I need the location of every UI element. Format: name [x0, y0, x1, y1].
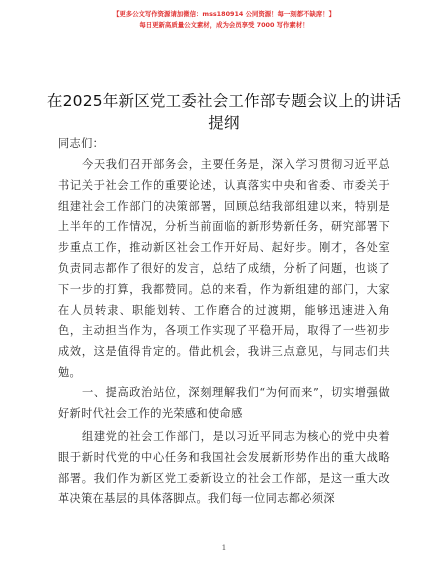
promo-banner-line-2: 每日更新高质量公文素材，成为会员享受 7000 写作素材！ — [139, 21, 309, 29]
section-heading-1: 一、提高政治站位，深刻理解我们“为何而来”，切实增强做好新时代社会工作的光荣感和使命感 — [58, 386, 390, 420]
page-number: 1 — [221, 543, 227, 552]
salutation: 同志们： — [58, 137, 105, 150]
paragraph-section-1: 组建党的社会工作部门，是以习近平同志为核心的党中央着眼于新时代党的中心任务和我国社会发展新形势作出的重大战略部署。我们作为新区党工委新设立的社会工作部，是这一重大改革决策在基层的具体落脚点。我们每一位同志都必须深 — [58, 430, 390, 506]
promo-banner-line-1: 【更多公文写作资源请加微信：mss180914 公同资源！每一刻都不缺席！】 — [112, 10, 336, 18]
promo-banner — [0, 9, 448, 31]
paragraph-opening: 今天我们召开部务会，主要任务是，深入学习贯彻习近平总书记关于社会工作的重要论述，认真落实中央和省委、市委关于组建社会工作部门的决策部署，回顾总结我部组建以来，特别是上半年的工作情况，分析当前面临的新形势新任务，研究部署下步重点工作，推动新区社会工作开好局、起好步。刚才，各处室负责同志都作了很好的发言，总结了成绩，分析了问题，也谈了下一步的打算，我都赞同。总的来看，作为新组建的部门，大家在人员转隶、职能划转、工作磨合的过渡期，能够迅速进入角色，主动担当作为，各项工作实现了平稳开局，取得了一些初步成效，这是值得肯定的。借此机会，我讲三点意见，与同志们共勉。 — [58, 158, 390, 379]
document-title: 在2025年新区党工委社会工作部专题会议上的讲话提纲 — [46, 92, 402, 132]
